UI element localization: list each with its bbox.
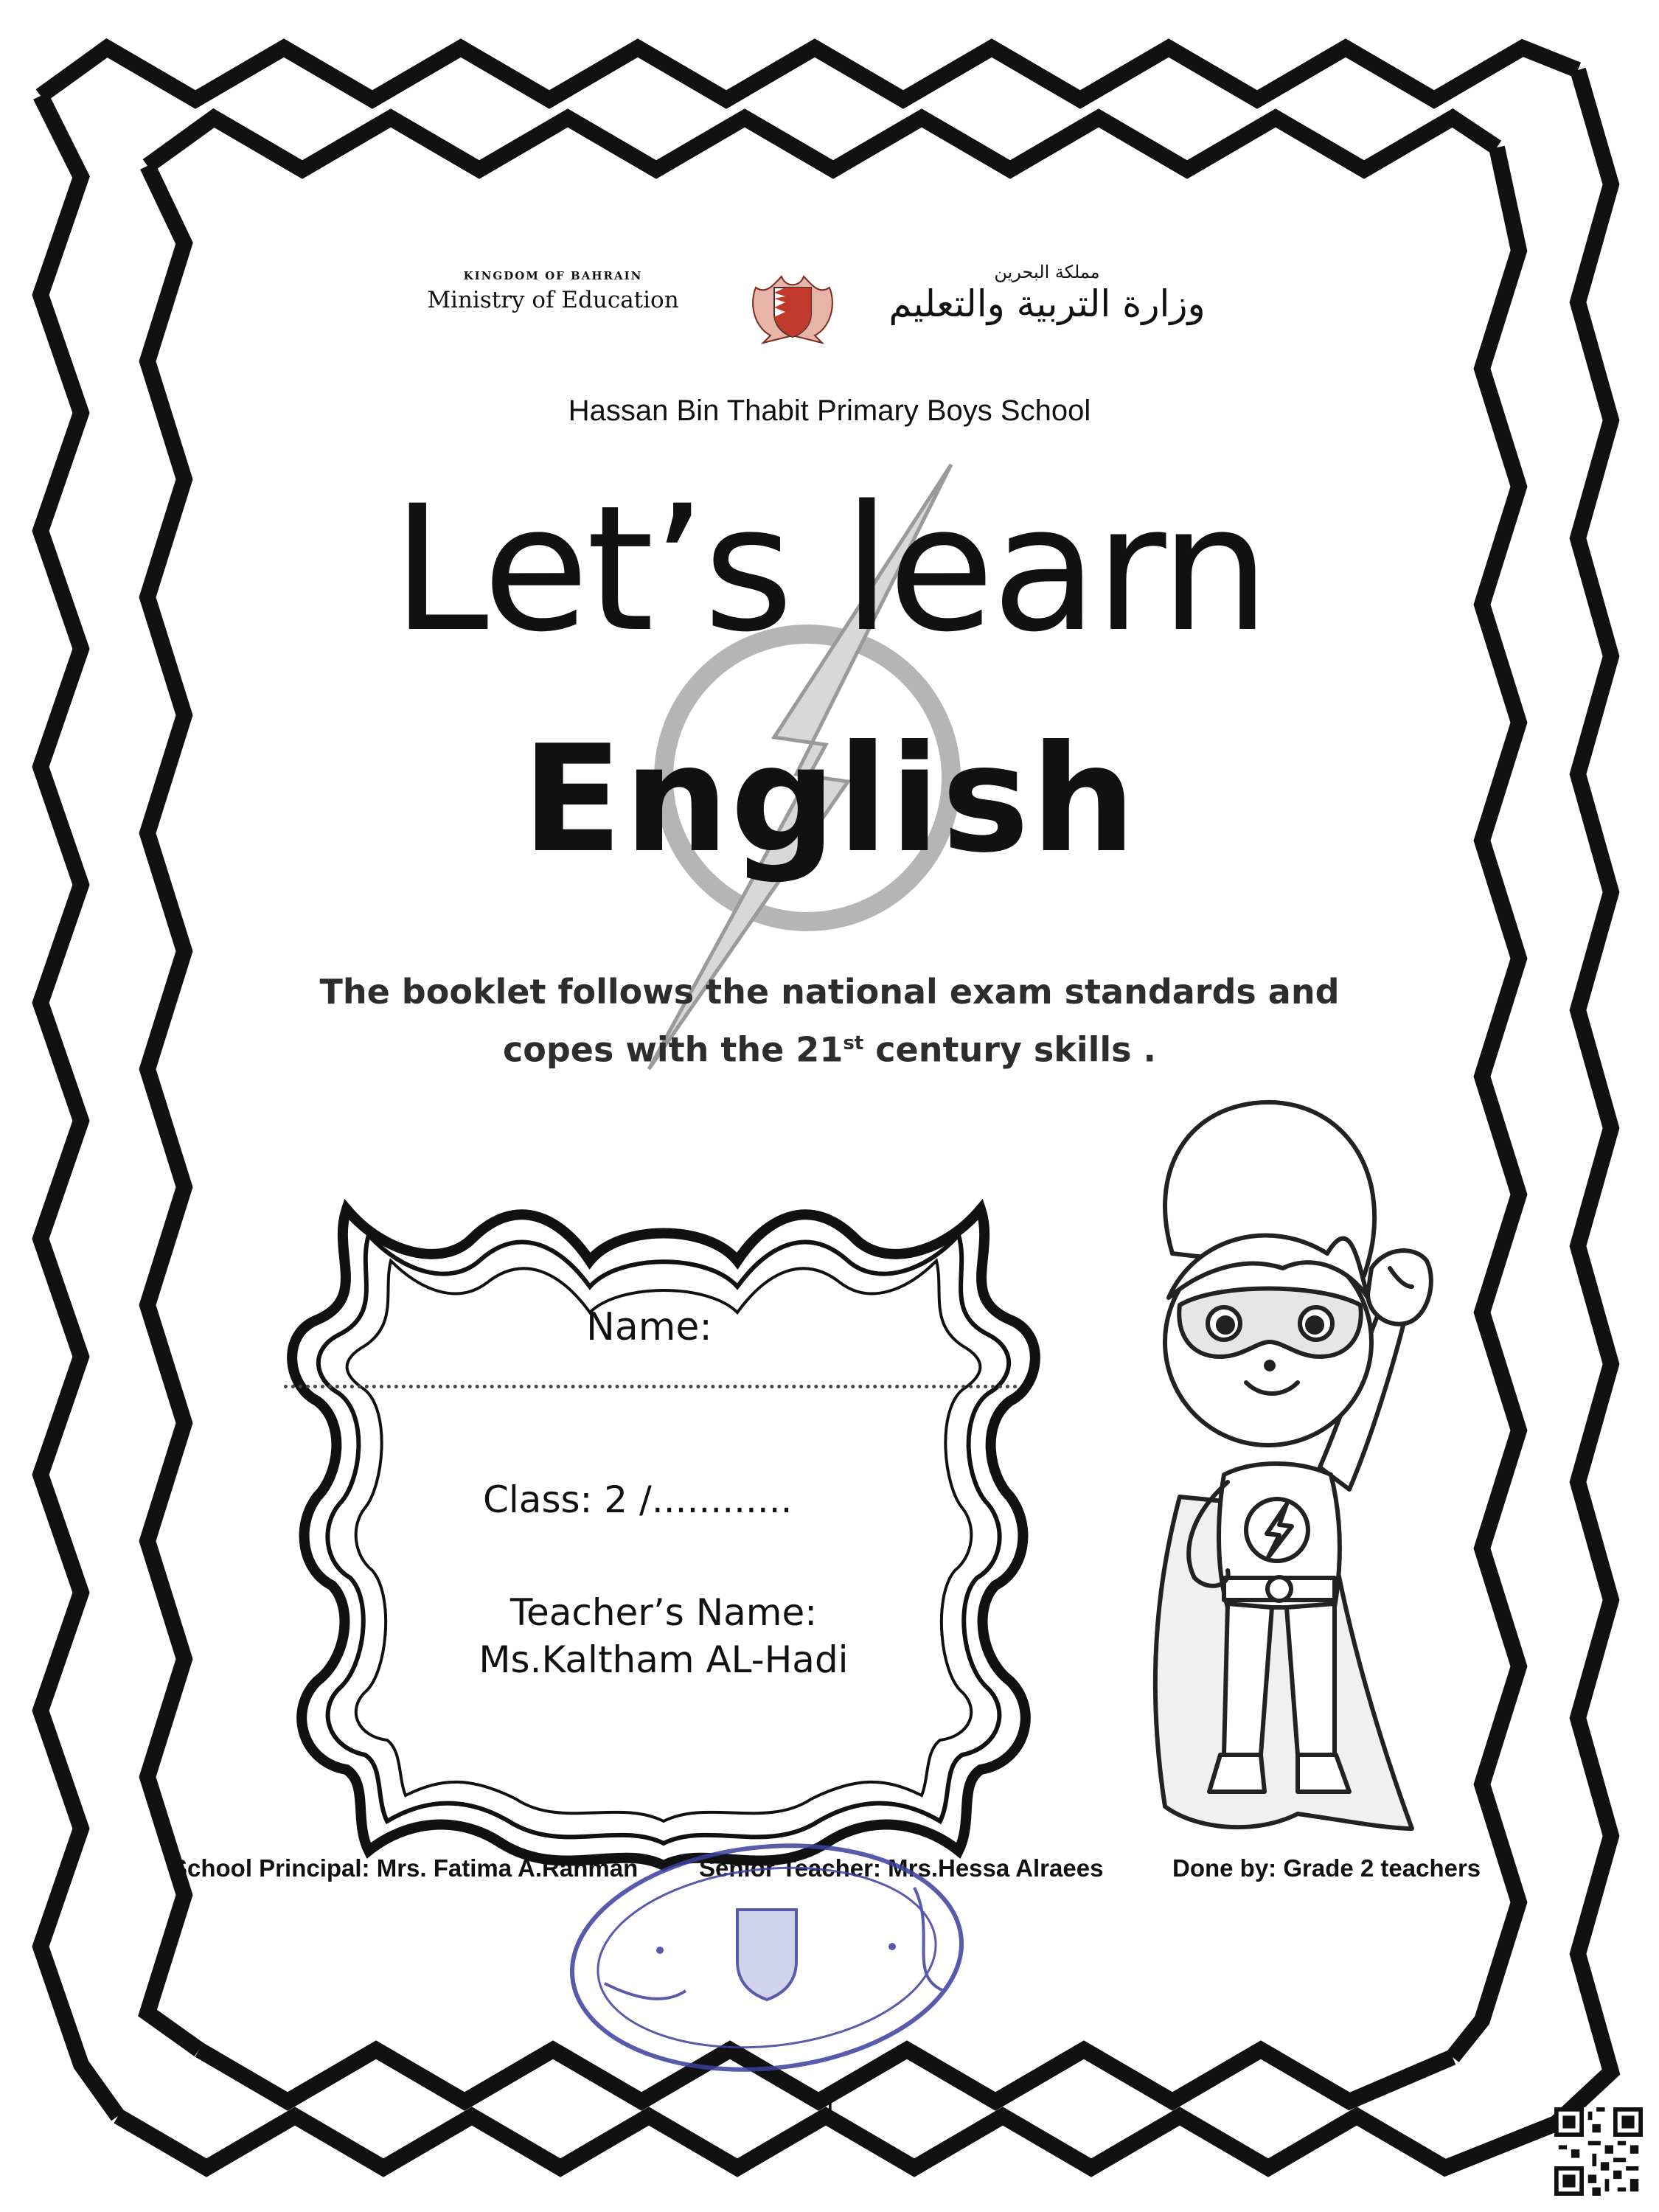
name-label: Name: bbox=[586, 1305, 712, 1349]
ministry-label-ar: وزارة التربية والتعليم bbox=[888, 282, 1206, 325]
teacher-label: Teacher’s Name: bbox=[509, 1591, 818, 1634]
qr-code-icon[interactable] bbox=[1554, 2107, 1643, 2196]
kingdom-label: KINGDOM OF BAHRAIN bbox=[463, 269, 643, 282]
subtitle-line-2-text: copes with the 21 bbox=[502, 1029, 844, 1070]
senior-teacher-label: Senior Teacher: Mrs.Hessa Alraees bbox=[699, 1854, 1104, 1882]
done-by-label: Done by: Grade 2 teachers bbox=[1172, 1854, 1481, 1882]
ministry-label: Ministry of Education bbox=[427, 287, 679, 313]
principal-label: School Principal: Mrs. Fatima A.Rahman bbox=[171, 1854, 639, 1882]
teacher-name: Ms.Kaltham AL-Hadi bbox=[479, 1638, 849, 1681]
subtitle-superscript: st bbox=[843, 1032, 864, 1054]
subtitle-line-1: The booklet follows the national exam standards and bbox=[319, 972, 1340, 1012]
title-line-2: English bbox=[521, 714, 1138, 886]
title-line-1: Let’s learn bbox=[392, 469, 1267, 670]
subtitle-line-2-end: century skills . bbox=[863, 1029, 1157, 1070]
kingdom-label-ar: مملكة البحرين bbox=[994, 262, 1100, 282]
class-label: Class: 2 /............ bbox=[483, 1478, 793, 1521]
page-number: 1 bbox=[821, 2093, 838, 2127]
school-name: Hassan Bin Thabit Primary Boys School bbox=[568, 394, 1091, 427]
